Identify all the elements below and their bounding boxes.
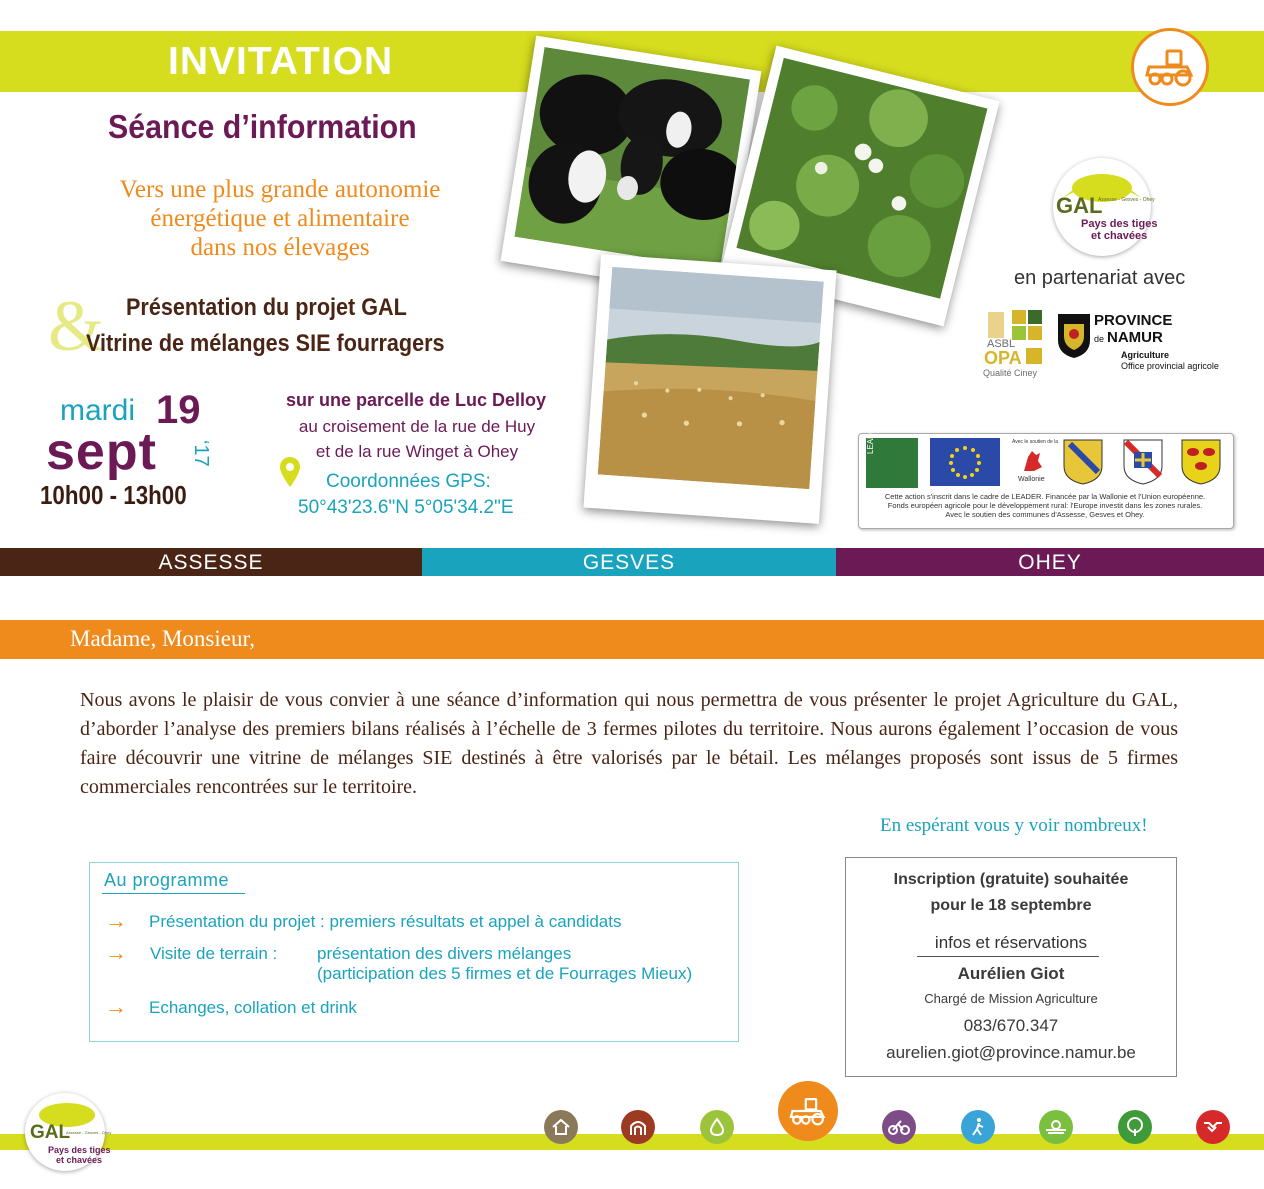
province-dept: Agriculture <box>1121 350 1170 360</box>
province-logo <box>1054 310 1094 360</box>
commune-assesse: ASSESSE <box>0 548 422 576</box>
gps-value: 50°43'23.6"N 5°05'34.2"E <box>298 497 514 518</box>
location-line-1: au croisement de la rue de Huy <box>298 417 536 436</box>
gps-label: Coordonnées GPS: <box>326 471 491 492</box>
house-icon <box>544 1110 578 1144</box>
assesse-crest <box>1062 438 1104 486</box>
leader-text-line-1: Cette action s'inscrit dans le cadre de LEADER. Financée par la Wallonie et l'Union européenne. <box>884 492 1206 501</box>
province-line1: PROVINCE <box>1094 312 1173 329</box>
registration-phone[interactable]: 083/670.347 <box>963 1016 1059 1035</box>
arrow-right-icon: → <box>105 940 127 965</box>
gal-logo-tagline-1: Pays des tiges <box>1081 218 1158 230</box>
tree-icon <box>1118 1110 1152 1144</box>
date-day: 19 <box>156 388 201 432</box>
partnership-label: en partenariat avec <box>1014 267 1186 289</box>
program-title-underline <box>102 893 245 894</box>
closing: En espérant vous y voir nombreux! <box>880 815 1148 836</box>
footer-gal-name: GAL <box>30 1122 71 1143</box>
seance-title: Séance d’information <box>108 108 417 145</box>
program-item-2-detail-1: présentation des divers mélanges <box>317 944 572 963</box>
subtitle-line-1: Vers une plus grande autonomie <box>119 176 441 203</box>
footer-gal-tagline-2: et chavées <box>56 1155 103 1165</box>
ohey-crest <box>1180 438 1222 486</box>
date-hours: 10h00 - 13h00 <box>40 480 187 510</box>
date-weekday: mardi <box>60 394 136 427</box>
footer-gal-communes: Assesse - Gesves - Ohey <box>66 1130 112 1135</box>
arrow-right-icon: → <box>105 994 127 1019</box>
wallonie-top: Avec le soutien de la <box>1012 439 1059 445</box>
presentation-line-1: Présentation du projet GAL <box>126 294 407 321</box>
registration-info: infos et réservations <box>934 933 1088 952</box>
leader-text-line-3: Avec le soutien des communes d'Assesse, Gesves et Ohey. <box>945 510 1145 519</box>
wallonie-label: Wallonie <box>1018 476 1045 483</box>
date-month: sept <box>46 423 157 481</box>
program-item-1: Présentation du projet : premiers résultats et appel à candidats <box>149 912 622 931</box>
cows-image <box>515 47 750 269</box>
subtitle-line-3: dans nos élevages <box>190 234 370 261</box>
opa-name: OPA <box>984 348 1022 368</box>
program-item-2: Visite de terrain : <box>150 944 278 963</box>
landscape-icon <box>1039 1110 1073 1144</box>
registration-name: Aurélien Giot <box>957 964 1065 983</box>
invitation-title: INVITATION <box>168 40 394 83</box>
ampersand: & <box>48 286 105 366</box>
gesves-crest <box>1122 438 1164 486</box>
registration-title-2: pour le 18 septembre <box>930 897 1092 914</box>
gesves-crest-icon <box>1122 438 1164 486</box>
presentation-line-2: Vitrine de mélanges SIE fourragers <box>86 330 445 357</box>
leader-text <box>862 492 1228 519</box>
greeting: Madame, Monsieur, <box>70 626 255 651</box>
gal-logo-communes: Assesse - Gesves - Ohey <box>1098 197 1155 203</box>
registration-email[interactable]: aurelien.giot@province.namur.be <box>886 1043 1136 1062</box>
subtitle-line-2: énergétique et alimentaire <box>150 205 410 232</box>
opa-asbl: ASBL <box>987 338 1016 350</box>
photo-field <box>583 254 836 524</box>
location-line-2: et de la rue Winget à Ohey <box>315 442 519 461</box>
date-year: ‘17 <box>190 440 212 467</box>
tractor-icon <box>1143 47 1197 87</box>
eu-flag <box>930 438 1000 486</box>
leader-label: LEADER <box>866 421 875 454</box>
map-pin-icon <box>279 456 301 488</box>
leader-text-line-2: Fonds européen agricole pour le développement rural: l'Europe investit dans les zones rurales. <box>887 501 1203 510</box>
handshake-icon <box>1196 1110 1230 1144</box>
registration-role: Chargé de Mission Agriculture <box>924 991 1098 1006</box>
gal-logo-name: GAL <box>1056 193 1103 218</box>
registration-info-underline <box>917 956 1099 957</box>
footer-gal-tagline-1: Pays des tiges <box>48 1145 111 1155</box>
wallonie-logo <box>1018 447 1046 475</box>
water-drop-icon <box>700 1110 734 1144</box>
letter-body: Nous avons le plaisir de vous convier à une séance d’information qui nous permettra de vous présenter le projet Agriculture du GAL, d’aborder l’analyse des premiers bilans réalisés à l’échelle de 3 fermes pilotes du territoire. Nous aurons également l’occasion de vous faire découvrir une vitrine de mélanges SIE destinés à être valorisés par le bétail. Les mélanges proposés sont issus de 5 firmes commerciales rencontrées sur le territoire. <box>80 689 1178 798</box>
program-item-3: Echanges, collation et drink <box>149 998 357 1017</box>
province-logo-graphic <box>1054 310 1094 360</box>
cyclist-icon <box>882 1110 916 1144</box>
tractor-icon <box>778 1081 838 1141</box>
province-de: de <box>1094 334 1105 344</box>
peas-image <box>736 58 987 299</box>
location-title: sur une parcelle de Luc Delloy <box>285 390 547 410</box>
commune-ohey: OHEY <box>836 548 1264 576</box>
field-image <box>598 267 824 489</box>
opa-sub: Qualité Ciney <box>983 368 1038 378</box>
registration-title-1: Inscription (gratuite) souhaitée <box>893 871 1129 888</box>
eu-stars-icon <box>930 438 1000 486</box>
commune-gesves: GESVES <box>422 548 836 576</box>
province-line2: NAMUR <box>1107 329 1163 346</box>
gal-logo-tagline-2: et chavées <box>1091 230 1148 242</box>
rooster-icon <box>1018 447 1046 475</box>
assesse-crest-icon <box>1062 438 1104 486</box>
arrow-right-icon: → <box>105 908 127 933</box>
arch-icon <box>621 1110 655 1144</box>
program-item-2-detail-2: (participation des 5 firmes et de Fourrages Mieux) <box>317 964 693 983</box>
province-office: Office provincial agricole <box>1121 361 1219 371</box>
tractor-badge <box>1131 28 1209 106</box>
ohey-crest-icon <box>1180 438 1222 486</box>
hiker-icon <box>961 1110 995 1144</box>
program-title: Au programme <box>104 870 230 890</box>
